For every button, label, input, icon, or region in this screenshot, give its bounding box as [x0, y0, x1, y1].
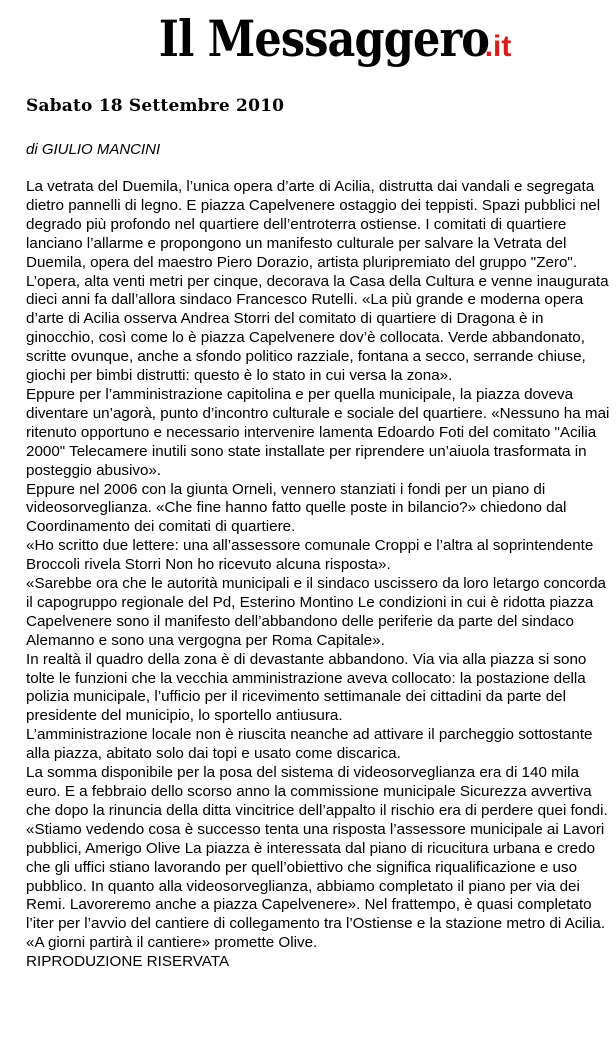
article-paragraph-1: La vetrata del Duemila, l’unica opera d’arte di Acilia, distrutta dai vandali e segregata dietro pannelli di legno. E piazza Capelvenere ostaggio dei teppisti. Spazi pubblici nel degrado più profondo nel quartiere dell’entroterra ostiense. I comitati di quartiere lanciano l’allarme e propongono un manifesto culturale per salvare la Vetrata del Duemila, opera del maestro Piero Dorazio, artista pluripremiato del gruppo "Zero". L’opera, alta venti metri per cinque, decorava la Casa della Cultura e venne inaugurata dieci anni fa dall’allora sindaco Francesco Rutelli. «La più grande e moderna opera d’arte di Acilia osserva Andrea Storri del comitato di quartiere di Dragona è in ginocchio, così come lo è piazza Capelvenere dov’è collocata. Verde abbandonato, scritte ovunque, anche a sfondo politico razziale, fontana a secco, serrande chiuse, giochi per bimbi distrutti: questo è lo stato in cui versa la zona».: [26, 178, 609, 385]
article-paragraph-7: L’amministrazione locale non è riuscita neanche ad attivare il parcheggio sottostante alla piazza, abitato solo dai topi e usato come discarica.: [26, 726, 593, 763]
article-paragraph-4: «Ho scritto due lettere: una all’assessore comunale Croppi e l’altra al soprintendente Broccoli rivela Storri Non ho ricevuto alcuna risposta».: [26, 537, 594, 574]
article-date: Sabato 18 Settembre 2010: [26, 96, 285, 116]
article-paragraph-5: «Sarebbe ora che le autorità municipali e il sindaco uscissero da loro letargo concorda il capogruppo regionale del Pd, Esterino Montino Le condizioni in cui è ridotta piazza Capelvenere sono il manifesto dell’abbandono delle periferie da parte del sindaco Alemanno e sono una vergogna per Roma Capitale».: [26, 575, 606, 649]
masthead-logo: [0, 9, 616, 68]
article-paragraph-6: In realtà il quadro della zona è di devastante abbandono. Via via alla piazza si sono tolte le funzioni che la vecchia amministrazione aveva collocato: la postazione della polizia municipale, l’ufficio per il ricevimento settimanale dei cittadini da parte del presidente del municipio, lo sportello antiusura.: [26, 650, 587, 725]
logo-suffix-text: .it: [484, 30, 512, 63]
article-paragraph-8: La somma disponibile per la posa del sistema di videosorveglianza era di 140 mila euro. E a febbraio dello scorso anno la commissione municipale Sicurezza avvertiva che dopo la rinuncia della ditta vincitrice dell’appalto il rischio era di perdere quei fondi. «Stiamo vedendo cosa è successo tenta una risposta l’assessore municipale ai Lavori pubblici, Amerigo Olive La piazza è interessata dal piano di ricucitura urbana e credo che gli uffici stiano lavorando per quell’obiettivo che significa riqualificazione e uso pubblico. In quanto alla videosorveglianza, abbiamo completato il piano per via dei Remi. Lavoreremo anche a piazza Capelvenere». Nel frattempo, è quasi completato l’iter per l’avvio del cantiere di collegamento tra l’Ostiense e la stazione metro di Acilia. «A giorni partirà il cantiere» promette Olive.: [26, 764, 608, 952]
copyright-notice: RIPRODUZIONE RISERVATA: [26, 953, 230, 971]
article-byline: di GIULIO MANCINI: [26, 141, 161, 158]
article-body: [26, 178, 612, 972]
article-paragraph-3: Eppure nel 2006 con la giunta Orneli, vennero stanziati i fondi per un piano di videosorveglianza. «Che fine hanno fatto quelle poste in bilancio?» chiedono dal Coordinamento dei comitati di quartiere.: [26, 480, 567, 536]
logo-main-text: Il Messaggero: [158, 9, 489, 68]
article-paragraph-2: Eppure per l’amministrazione capitolina e per quella municipale, la piazza doveva diventare un’agorà, punto d’incontro culturale e sociale del quartiere. «Nessuno ha mai ritenuto opportuno e necessario intervenire lamenta Edoardo Foti del comitato "Acilia 2000" Telecamere inutili sono state installate per riprendere un’aiuola trasformata in posteggio abusivo».: [26, 385, 610, 479]
